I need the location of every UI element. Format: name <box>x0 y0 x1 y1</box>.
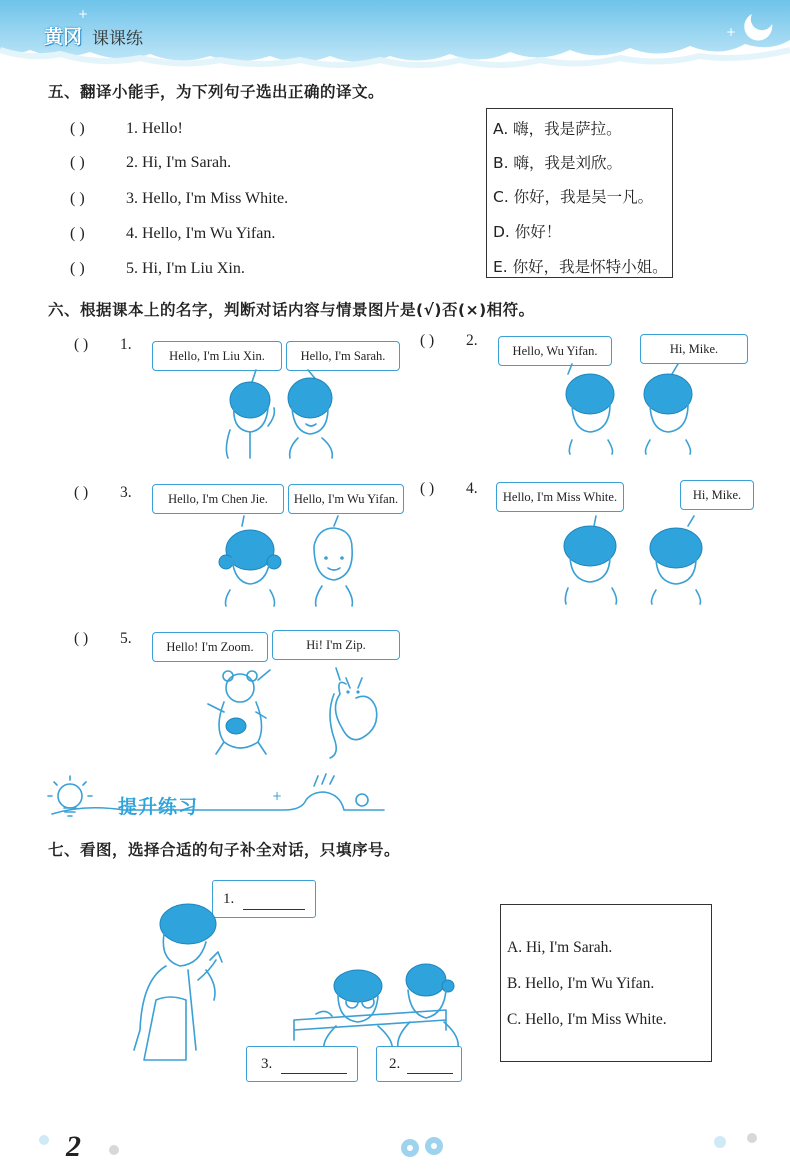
item4-number <box>420 480 478 498</box>
answer-paren[interactable]: ( ) <box>74 630 89 647</box>
children-illustration <box>214 516 374 608</box>
speech-bubble: Hello! I'm Zoom. <box>152 632 268 662</box>
lightbulb-icon <box>58 784 82 808</box>
answer-paren[interactable]: ( ) <box>70 260 85 277</box>
question-text: 3. Hello, I'm Miss White. <box>126 190 289 207</box>
speech-bubble: Hello, I'm Miss White. <box>496 482 624 512</box>
section5-question-3 <box>70 190 288 208</box>
option-a: A. 嗨，我是萨拉。 <box>493 120 622 138</box>
option-c: C. 你好，我是吴一凡。 <box>493 188 654 206</box>
section5-question-5 <box>70 260 245 278</box>
question-text: 4. Hello, I'm Wu Yifan. <box>126 225 276 242</box>
blank-number: 2. <box>389 1056 401 1072</box>
section5-question-2 <box>70 154 231 172</box>
section7-title: 七、看图，选择合适的句子补全对话，只填序号。 <box>48 841 401 859</box>
answer-paren[interactable]: ( ) <box>74 484 89 501</box>
option-b: B. Hello, I'm Wu Yifan. <box>507 975 655 992</box>
speech-bubble: Hi, Mike. <box>640 334 748 364</box>
dialogue-blank-2[interactable] <box>376 1046 462 1082</box>
section5-title: 五、翻译小能手，为下列句子选出正确的译文。 <box>48 83 385 101</box>
speech-bubble: Hi! I'm Zip. <box>272 630 400 660</box>
speech-bubble: Hi, Mike. <box>680 480 754 510</box>
answer-paren[interactable]: ( ) <box>70 225 85 242</box>
question-text: 5. Hi, I'm Liu Xin. <box>126 260 245 277</box>
svg-text:+: + <box>78 7 89 21</box>
item-number-label: 1. <box>120 336 132 353</box>
option-d: D. 你好！ <box>493 223 562 241</box>
item3-number <box>74 484 132 502</box>
dialogue-blank-3[interactable] <box>246 1046 358 1082</box>
speech-bubble: Hello, I'm Chen Jie. <box>152 484 284 514</box>
answer-paren[interactable]: ( ) <box>70 120 85 137</box>
item2-number <box>420 332 478 350</box>
question-text: 2. Hi, I'm Sarah. <box>126 154 232 171</box>
practice-banner <box>44 770 384 822</box>
option-a: A. Hi, I'm Sarah. <box>507 939 613 956</box>
section5-question-1 <box>70 120 183 138</box>
brand-logo-text: 黄冈 <box>44 26 83 48</box>
blank-number: 1. <box>223 891 235 907</box>
item5-number <box>74 630 132 648</box>
answer-paren[interactable]: ( ) <box>70 190 85 207</box>
item-number-label: 5. <box>120 630 132 647</box>
speech-bubble: Hello, I'm Sarah. <box>286 341 400 371</box>
speech-bubble: Hello, Wu Yifan. <box>498 336 612 366</box>
item-number-label: 4. <box>466 480 478 497</box>
section5-options-box <box>486 108 673 278</box>
speech-bubble: Hello, I'm Liu Xin. <box>152 341 282 371</box>
children-illustration <box>560 364 710 456</box>
option-e: E. 你好，我是怀特小姐。 <box>493 258 668 276</box>
blank-number: 3. <box>261 1056 273 1072</box>
brand-subtitle: 课课练 <box>92 29 143 49</box>
children-illustration <box>210 368 360 460</box>
option-b: B. 嗨，我是刘欣。 <box>493 154 622 172</box>
children-illustration <box>560 516 710 606</box>
answer-paren[interactable]: ( ) <box>420 332 435 349</box>
item1-number <box>74 336 132 354</box>
section7-options-box <box>500 904 712 1062</box>
answer-paren[interactable]: ( ) <box>420 480 435 497</box>
svg-text:+: + <box>726 25 737 39</box>
question-text: 1. Hello! <box>126 120 183 137</box>
option-c: C. Hello, I'm Miss White. <box>507 1011 667 1028</box>
item-number-label: 3. <box>120 484 132 501</box>
item-number-label: 2. <box>466 332 478 349</box>
answer-paren[interactable]: ( ) <box>74 336 89 353</box>
footer-decoration <box>30 1128 770 1168</box>
answer-paren[interactable]: ( ) <box>70 154 85 171</box>
svg-text:+: + <box>272 789 283 803</box>
page-number: 2 <box>66 1130 81 1163</box>
zoom-zip-illustration <box>200 668 400 760</box>
answer-line <box>281 1073 347 1074</box>
section5-question-4 <box>70 225 275 243</box>
answer-line <box>407 1073 453 1074</box>
section6-title: 六、根据课本上的名字，判断对话内容与情景图片是(√)否(×)相符。 <box>48 301 535 319</box>
practice-banner-title: 提升练习 <box>118 796 199 818</box>
page-header <box>0 0 790 68</box>
speech-bubble: Hello, I'm Wu Yifan. <box>288 484 404 514</box>
